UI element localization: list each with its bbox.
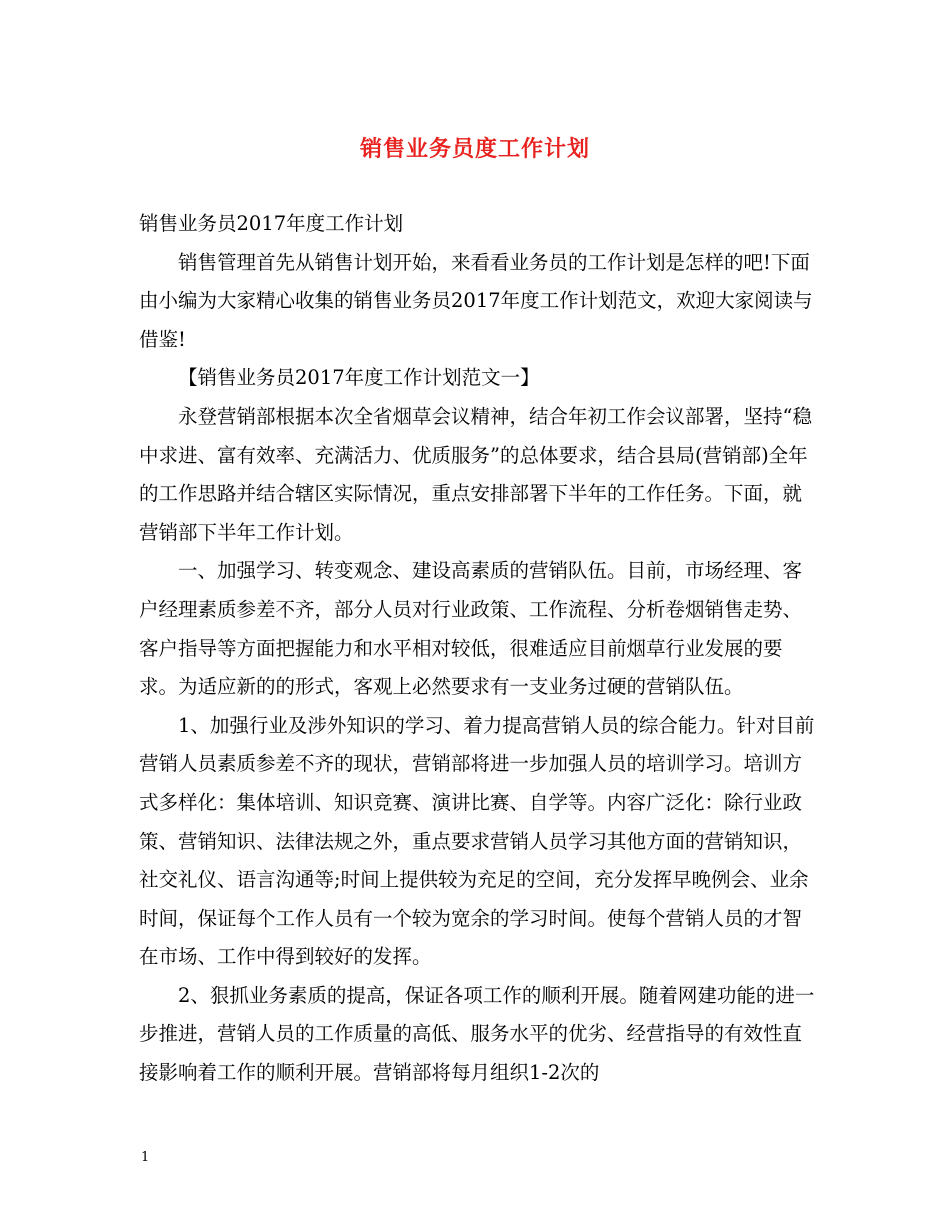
- paragraph-point-one: 一、加强学习、转变观念、建设高素质的营销队伍。目前，市场经理、客户经理素质参差不齐，部分人员对行业政策、工作流程、分析卷烟销售走势、客户指导等方面把握能力和水平相对较低，很难适应目前烟草行业发展的要求。为适应新的的形式，客观上必然要求有一支业务过硬的营销队伍。: [139, 559, 803, 699]
- section-heading: 【销售业务员2017年度工作计划范文一】: [178, 366, 540, 390]
- paragraph-intro: 销售管理首先从销售计划开始，来看看业务员的工作计划是怎样的吧!下面由小编为大家精心收集的销售业务员2017年度工作计划范文，欢迎大家阅读与借鉴!: [139, 250, 813, 351]
- paragraph-overview: 永登营销部根据本次全省烟草会议精神，结合年初工作会议部署，坚持“稳中求进、富有效率、充满活力、优质服务”的总体要求，结合县局(营销部)全年的工作思路并结合辖区实际情况，重点安排部署下半年的工作任务。下面，就营销部下半年工作计划。: [139, 404, 812, 544]
- document-subtitle: 销售业务员2017年度工作计划: [139, 212, 404, 235]
- page-number: 1: [141, 1150, 150, 1165]
- paragraph-item-1: 1、加强行业及涉外知识的学习、着力提高营销人员的综合能力。针对目前营销人员素质参差不齐的现状，营销部将进一步加强人员的培训学习。培训方式多样化：集体培训、知识竞赛、演讲比赛、自学等。内容广泛化：除行业政策、营销知识、法律法规之外，重点要求营销人员学习其他方面的营销知识，社交礼仪、语言沟通等;时间上提供较为充足的空间，充分发挥早晚例会、业余时间，保证每个工作人员有一个较为宽余的学习时间。使每个营销人员的才智在市场、工作中得到较好的发挥。: [139, 713, 815, 969]
- paragraph-item-2: 2、狠抓业务素质的提高，保证各项工作的顺利开展。随着网建功能的进一步推进，营销人员的工作质量的高低、服务水平的优劣、经营指导的有效性直接影响着工作的顺利开展。营销部将每月组织1-2次的: [139, 983, 815, 1085]
- document-body: [139, 205, 819, 1093]
- document-title: 销售业务员度工作计划: [359, 136, 590, 162]
